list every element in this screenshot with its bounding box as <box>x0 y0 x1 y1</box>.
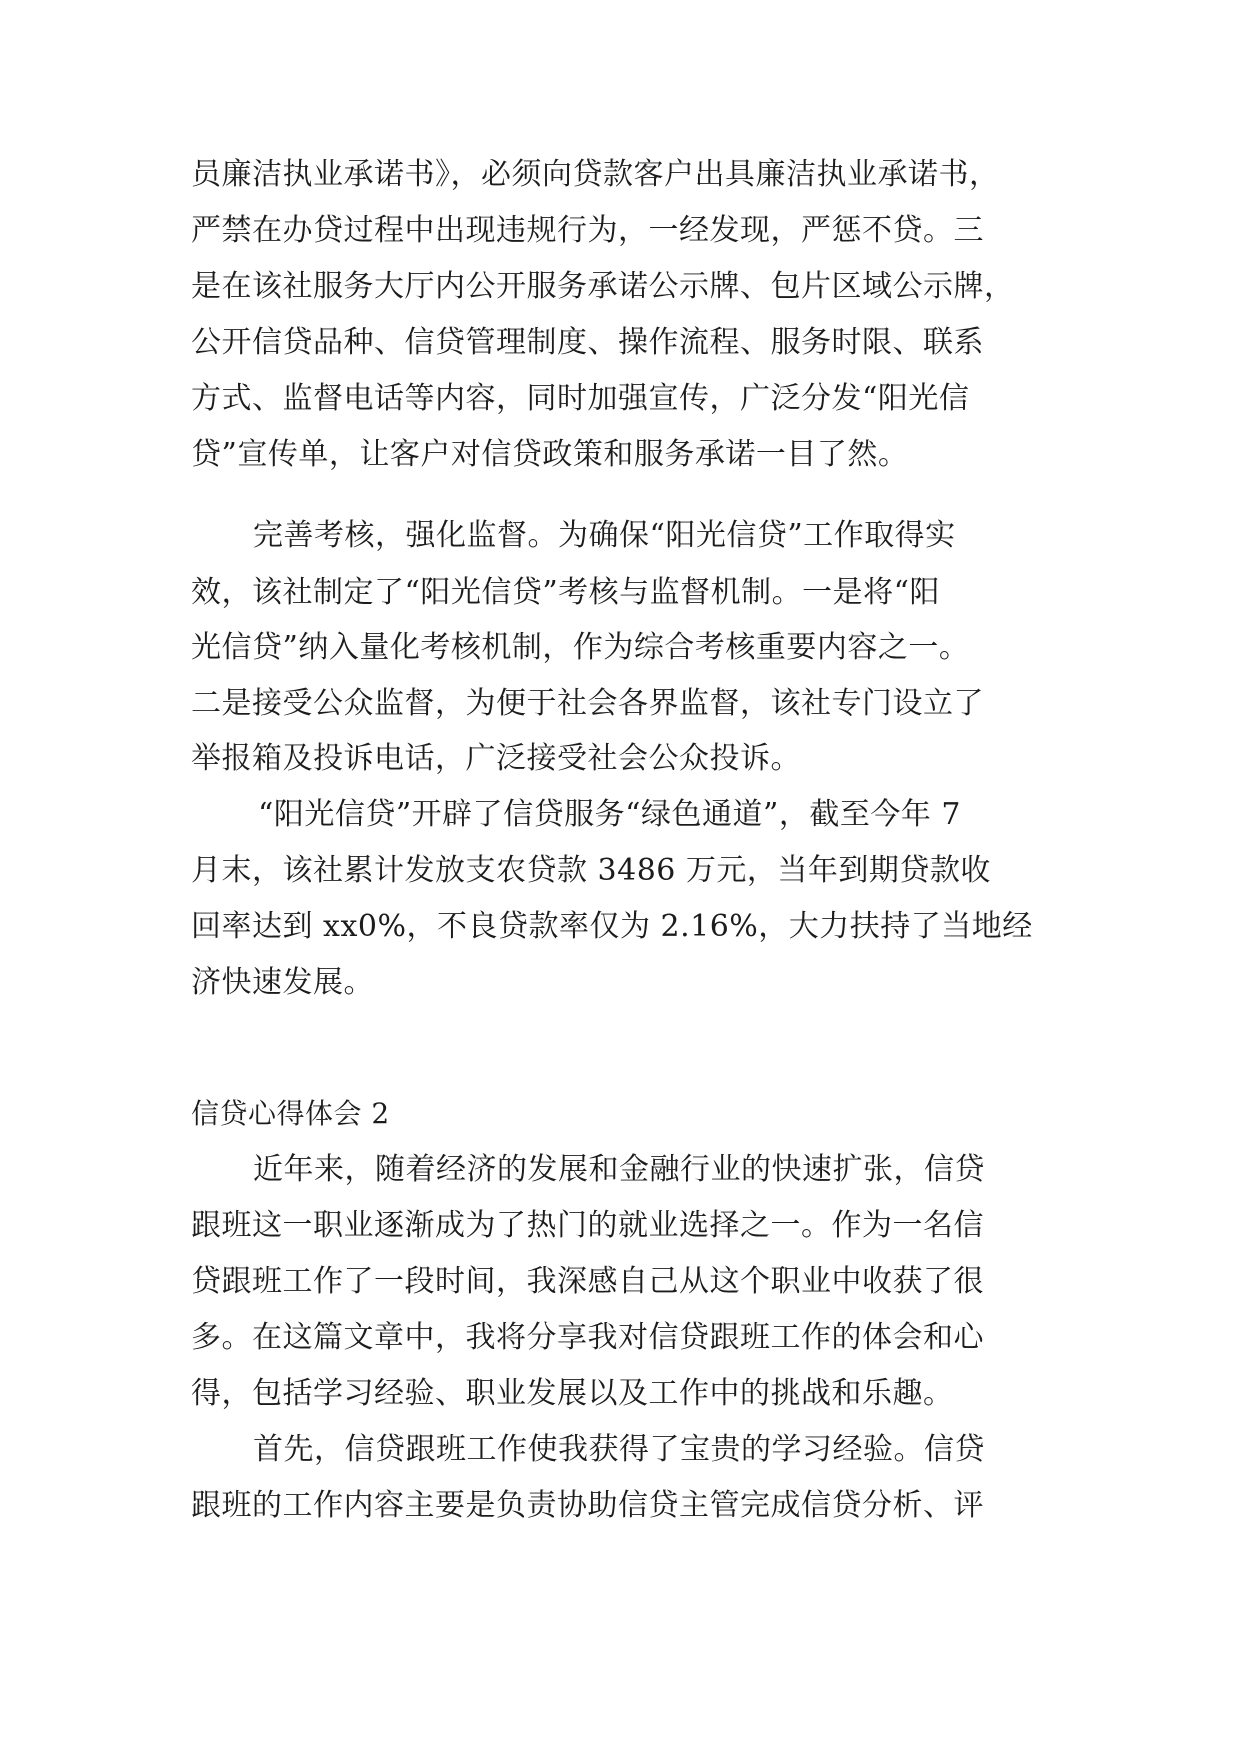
paragraph-first-line: 首先，信贷跟班工作使我获得了宝贵的学习经验。信贷 <box>253 1432 985 1467</box>
text-line: 多。在这篇文章中，我将分享我对信贷跟班工作的体会和心 <box>191 1320 984 1355</box>
text-line: 跟班的工作内容主要是负责协助信贷主管完成信贷分析、评 <box>191 1488 984 1523</box>
text-line: 贷跟班工作了一段时间，我深感自己从这个职业中收获了很 <box>191 1264 984 1299</box>
text-line: 举报箱及投诉电话，广泛接受社会公众投诉。 <box>191 741 801 776</box>
text-line: 济快速发展。 <box>191 965 374 1000</box>
text-line: 回率达到 xx0%，不良贷款率仅为 2.16%，大力扶持了当地经 <box>191 909 1033 944</box>
text-line: 方式、监督电话等内容，同时加强宣传，广泛分发“阳光信 <box>191 381 970 416</box>
paragraph-first-line: “阳光信贷”开辟了信贷服务“绿色通道”，截至今年 7 <box>258 797 961 832</box>
text-line: 贷”宣传单，让客户对信贷政策和服务承诺一目了然。 <box>191 437 909 472</box>
text-line: 跟班这一职业逐渐成为了热门的就业选择之一。作为一名信 <box>191 1208 984 1243</box>
text-line: 是在该社服务大厅内公开服务承诺公示牌、包片区域公示牌， <box>191 269 1015 304</box>
text-line: 月末，该社累计发放支农贷款 3486 万元，当年到期贷款收 <box>191 853 991 888</box>
text-line: 员廉洁执业承诺书》，必须向贷款客户出具廉洁执业承诺书， <box>191 157 1000 192</box>
section-heading: 信贷心得体会 2 <box>191 1097 390 1130</box>
paragraph-first-line: 完善考核，强化监督。为确保“阳光信贷”工作取得实 <box>253 518 956 553</box>
text-line: 光信贷”纳入量化考核机制，作为综合考核重要内容之一。 <box>191 630 970 665</box>
paragraph-first-line: 近年来，随着经济的发展和金融行业的快速扩张，信贷 <box>253 1152 985 1187</box>
text-line: 公开信贷品种、信贷管理制度、操作流程、服务时限、联系 <box>191 325 984 360</box>
text-line: 严禁在办贷过程中出现违规行为，一经发现，严惩不贷。三 <box>191 213 984 248</box>
text-line: 二是接受公众监督，为便于社会各界监督，该社专门设立了 <box>191 686 984 721</box>
text-line: 得，包括学习经验、职业发展以及工作中的挑战和乐趣。 <box>191 1376 954 1411</box>
text-line: 效，该社制定了“阳光信贷”考核与监督机制。一是将“阳 <box>191 575 941 610</box>
